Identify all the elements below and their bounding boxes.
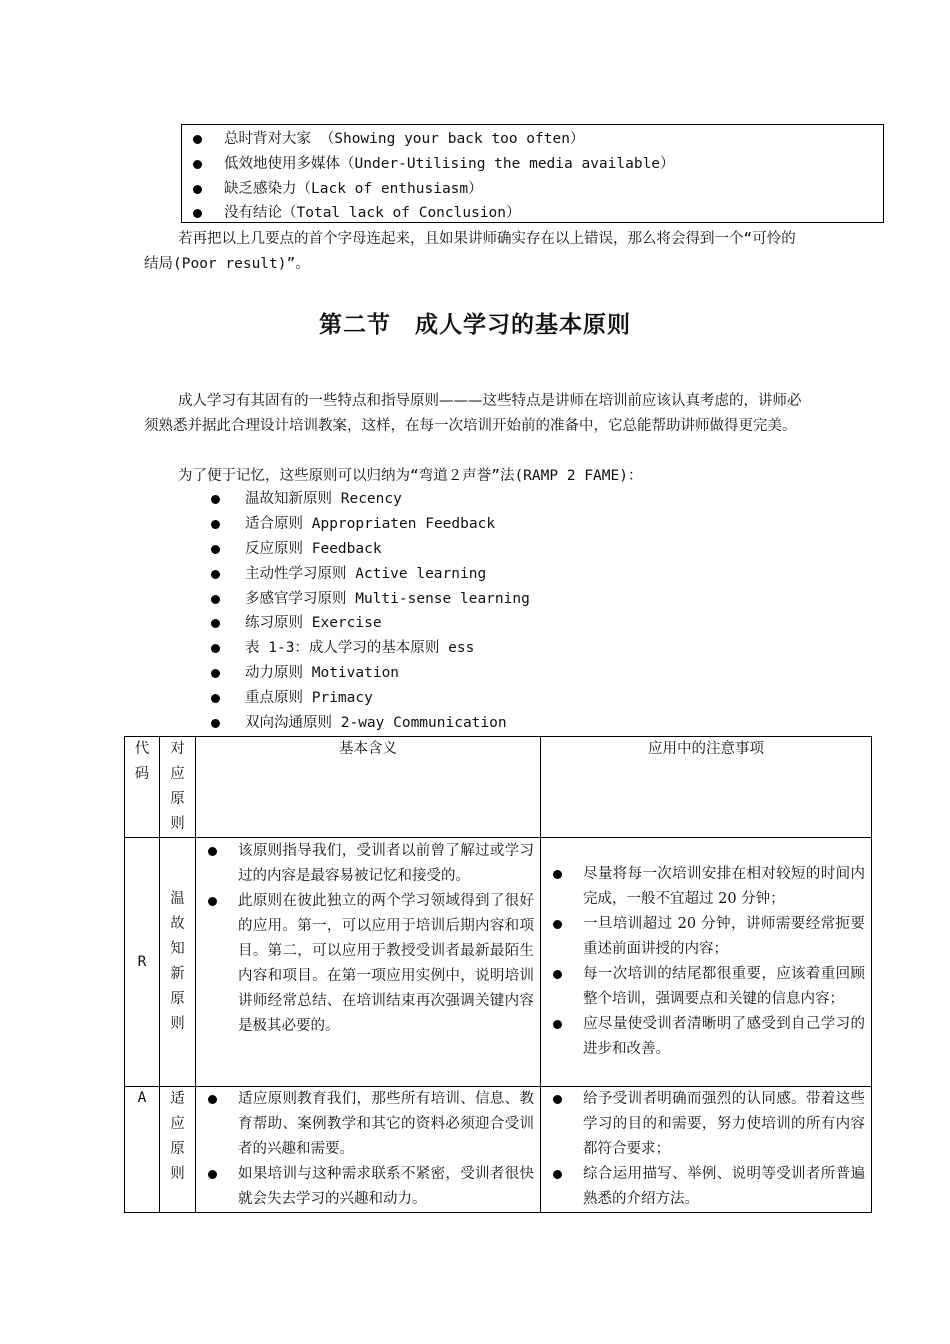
list-item: 每一次培训的结尾都很重要，应该着重回顾整个培训，强调要点和关键的信息内容； <box>541 962 871 1012</box>
row-code: A <box>125 1087 160 1213</box>
bullet-icon <box>208 1095 217 1104</box>
bullet-icon <box>211 495 220 504</box>
list-item: 该原则指导我们，受训者以前曾了解过或学习过的内容是最容易被记忆和接受的。 <box>196 839 540 889</box>
row-code: R <box>125 838 160 1087</box>
list-item: 适合原则 Appropriaten Feedback <box>210 512 530 537</box>
bullet-icon <box>208 847 217 856</box>
list-item: 双向沟通原则 2-way Communication <box>210 711 530 736</box>
intro-paragraph: 成人学习有其固有的一些特点和指导原则———这些特点是讲师在培训前应该认真考虑的，讲师必须熟悉并据此合理设计培训教案，这样，在每一次培训开始前的准备中，它总能帮助讲师做得更完美。 <box>144 393 802 434</box>
row-principle: 适应原则 <box>160 1087 196 1213</box>
bullet-icon <box>553 1095 562 1104</box>
list-item: 温故知新原则 Recency <box>210 487 530 512</box>
principle-list <box>210 487 530 736</box>
list-item: 没有结论（Total lack of Conclusion） <box>182 201 883 226</box>
list-item: 尽量将每一次培训安排在相对较短的时间内完成，一般不宜超过 20 分钟； <box>541 862 871 912</box>
section-title: 第二节 成人学习的基本原则 <box>319 312 631 338</box>
poor-result-paragraph: 若再把以上几要点的首个字母连起来，且如果讲师确实存在以上错误，那么将会得到一个“可怜的结局(Poor result)”。 <box>144 231 796 272</box>
list-item: 低效地使用多媒体（Under-Utilising the media available） <box>182 152 883 177</box>
mnemonic-paragraph: 为了便于记忆，这些原则可以归纳为“弯道２声誉”法(RAMP 2 FAME)： <box>178 468 643 484</box>
bullet-icon <box>211 570 220 579</box>
list-item: 反应原则 Feedback <box>210 537 530 562</box>
list-item: 主动性学习原则 Active learning <box>210 562 530 587</box>
row-notes <box>541 1087 872 1213</box>
bullet-icon <box>211 719 220 728</box>
principles-table <box>124 736 872 1213</box>
bullet-icon <box>211 619 220 628</box>
bullet-icon <box>553 870 562 879</box>
list-item: 应尽量使受训者清晰明了感受到自己学习的进步和改善。 <box>541 1012 871 1062</box>
row-meaning <box>196 838 541 1087</box>
list-item: 练习原则 Exercise <box>210 611 530 636</box>
error-list <box>182 125 883 226</box>
bullet-icon <box>553 1020 562 1029</box>
list-item: 一旦培训超过 20 分钟，讲师需要经常扼要重述前面讲授的内容； <box>541 912 871 962</box>
header-notes: 应用中的注意事项 <box>541 737 872 838</box>
row-principle: 温故知新原则 <box>160 838 196 1087</box>
bullet-icon <box>553 1170 562 1179</box>
list-item: 综合运用描写、举例、说明等受训者所普遍熟悉的介绍方法。 <box>541 1162 871 1212</box>
list-item: 给予受训者明确而强烈的认同感。带着这些学习的目的和需要，努力使培训的所有内容都符合要求； <box>541 1087 871 1162</box>
bullet-icon <box>208 1170 217 1179</box>
bullet-icon <box>211 669 220 678</box>
bullet-icon <box>193 160 202 169</box>
bullet-icon <box>553 970 562 979</box>
list-item: 此原则在彼此独立的两个学习领域得到了很好的应用。第一，可以应用于培训后期内容和项目。第二，可以应用于教授受训者最新最陌生内容和项目。在第一项应用实例中，说明培训讲师经常总结、在培训结束再次强调关键内容是极其必要的。 <box>196 889 540 1039</box>
table-row <box>125 838 872 1087</box>
header-principle: 对应原则 <box>160 737 196 838</box>
list-item: 动力原则 Motivation <box>210 661 530 686</box>
list-item: 适应原则教育我们，那些所有培训、信息、教育帮助、案例教学和其它的资料必须迎合受训者的兴趣和需要。 <box>196 1087 540 1162</box>
list-item: 缺乏感染力（Lack of enthusiasm） <box>182 177 883 202</box>
list-item: 重点原则 Primacy <box>210 686 530 711</box>
bullet-icon <box>193 185 202 194</box>
table-header-row <box>125 737 872 838</box>
bullet-icon <box>193 135 202 144</box>
header-code: 代码 <box>125 737 160 838</box>
row-notes <box>541 838 872 1087</box>
bullet-icon <box>211 694 220 703</box>
bullet-icon <box>211 545 220 554</box>
table-row <box>125 1087 872 1213</box>
bullet-icon <box>208 897 217 906</box>
row-meaning <box>196 1087 541 1213</box>
bullet-icon <box>211 595 220 604</box>
bullet-icon <box>193 209 202 218</box>
list-item: 多感官学习原则 Multi-sense learning <box>210 587 530 612</box>
error-list-box <box>181 124 884 223</box>
list-item: 总时背对大家 （Showing your back too often） <box>182 127 883 152</box>
bullet-icon <box>211 520 220 529</box>
list-item: 如果培训与这种需求联系不紧密，受训者很快就会失去学习的兴趣和动力。 <box>196 1162 540 1212</box>
header-meaning: 基本含义 <box>196 737 541 838</box>
bullet-icon <box>211 644 220 653</box>
list-item: 表 1-3：成人学习的基本原则 ess <box>210 636 530 661</box>
bullet-icon <box>553 920 562 929</box>
